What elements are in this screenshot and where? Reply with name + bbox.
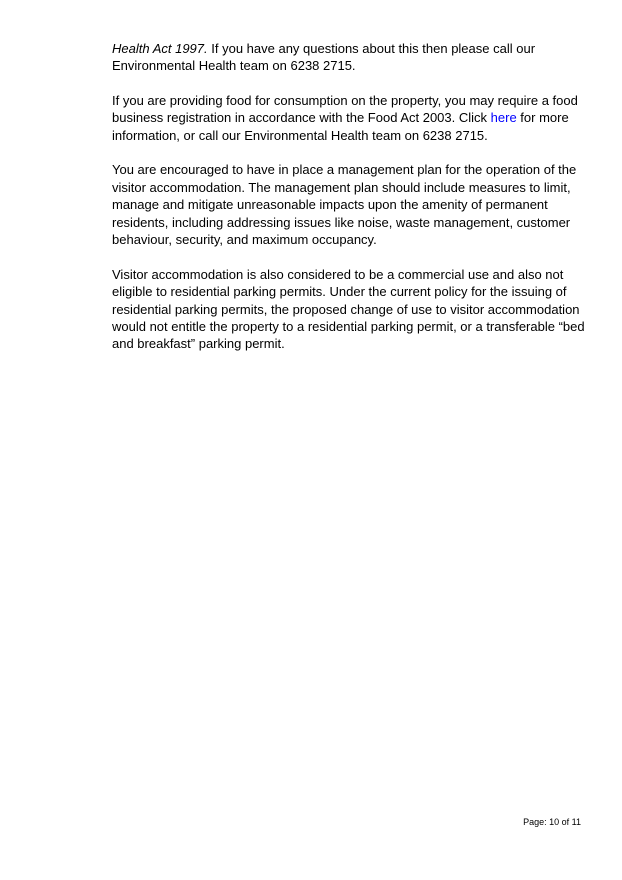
here-link[interactable]: here — [490, 110, 517, 126]
paragraph-parking-permits: Visitor accommodation is also considered to be a commercial use and also not eligible to residential parking permits. Under the current policy for the issuing of residential parking permits, the proposed change of use to visitor accommodation would not entitle the property to a residential parking permit, or a transferable “bed and breakfast” parking permit. — [112, 266, 585, 352]
page-number: Page: 10 of 11 — [523, 817, 581, 827]
act-citation: Health Act 1997. — [112, 41, 208, 56]
paragraph-management-plan: You are encouraged to have in place a management plan for the operation of the visitor accommodation. The management plan should include measures to limit, manage and mitigate unreasonable impacts upon the amenity of permanent residents, including addressing issues like noise, waste management, customer behaviour, security, and maximum occupancy. — [112, 162, 577, 248]
paragraph-text: If you are providing food for consumption on the property, you may require a food business registration in accordance with the Food Act 2003. Click — [112, 92, 578, 126]
paragraph-food-registration — [112, 92, 592, 144]
paragraph-health-act — [112, 40, 592, 75]
paragraph-text: If you have any questions about this then please call our Environmental Health team on 6238 2715. — [112, 41, 536, 74]
document-body — [112, 40, 592, 370]
paragraph-text: for more information, or call our Environmental Health team on 6238 2715. — [112, 110, 569, 143]
